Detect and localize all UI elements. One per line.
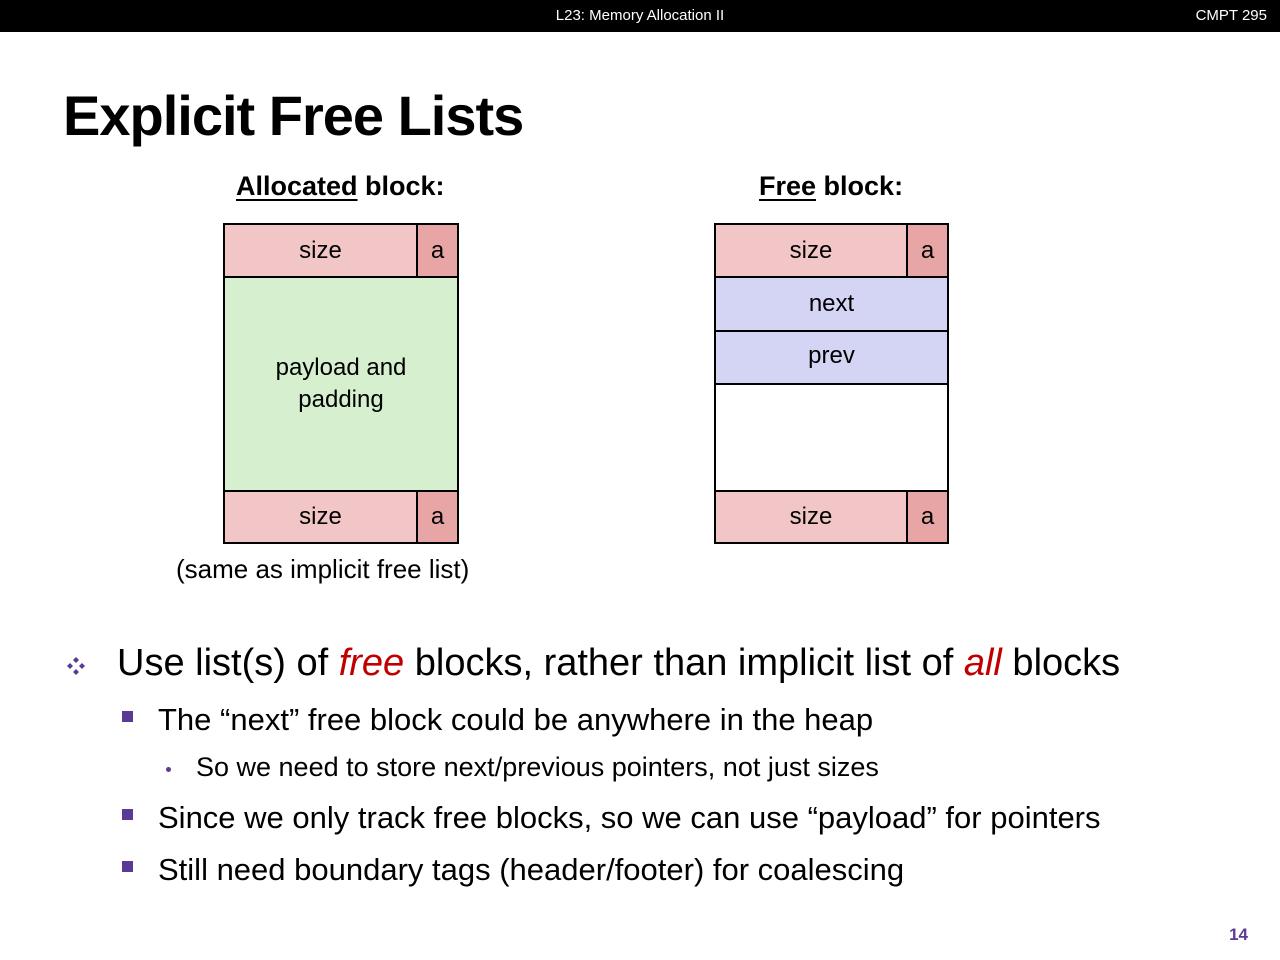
main-bullet — [117, 642, 1120, 685]
main-bullet-pre: Use list(s) of — [117, 642, 339, 684]
free-next-pointer: next — [714, 276, 949, 332]
allocated-header-size: size — [223, 223, 418, 278]
free-caption-rest: block: — [816, 171, 904, 201]
free-caption-underlined: Free — [759, 171, 817, 201]
square-bullet-icon — [122, 711, 133, 722]
free-block-caption — [759, 171, 903, 202]
dot-bullet-icon — [166, 767, 171, 772]
sub-bullet-1: The “next” free block could be anywhere in the heap — [158, 702, 874, 737]
subsub-bullet-1: So we need to store next/previous pointers, not just sizes — [196, 752, 879, 782]
allocated-payload — [223, 276, 459, 492]
sub-bullet-3: Still need boundary tags (header/footer) for coalescing — [158, 852, 905, 887]
payload-line-2: padding — [298, 386, 384, 413]
course-name: CMPT 295 — [1195, 7, 1267, 24]
free-header-size: size — [714, 223, 908, 278]
page-number: 14 — [1229, 925, 1248, 944]
allocated-footer-size: size — [223, 490, 418, 544]
square-bullet-icon — [122, 809, 133, 820]
lecture-title: L23: Memory Allocation II — [555, 7, 725, 24]
free-footer-alloc-bit: a — [906, 490, 949, 544]
free-footer-size: size — [714, 490, 908, 544]
allocated-footer-alloc-bit: a — [416, 490, 459, 544]
free-prev-pointer: prev — [714, 330, 949, 385]
allocated-note: (same as implicit free list) — [176, 554, 470, 584]
free-unused-space — [714, 383, 949, 492]
allocated-block-caption — [236, 171, 445, 202]
free-header-alloc-bit: a — [906, 223, 949, 278]
allocated-header-alloc-bit: a — [416, 223, 459, 278]
main-bullet-post: blocks — [1001, 642, 1121, 684]
sub-bullet-2: Since we only track free blocks, so we can use “payload” for pointers — [158, 800, 1101, 835]
main-bullet-mid: blocks, rather than implicit list of — [404, 642, 964, 684]
allocated-caption-rest: block: — [357, 171, 445, 201]
four-diamond-bullet-icon — [66, 656, 86, 676]
allocated-caption-underlined: Allocated — [236, 171, 358, 201]
emphasis-all: all — [963, 642, 1002, 684]
slide-title: Explicit Free Lists — [63, 84, 524, 147]
header-bar — [0, 0, 1280, 32]
emphasis-free: free — [338, 642, 405, 684]
square-bullet-icon — [122, 861, 133, 872]
payload-line-1: payload and — [275, 354, 407, 381]
